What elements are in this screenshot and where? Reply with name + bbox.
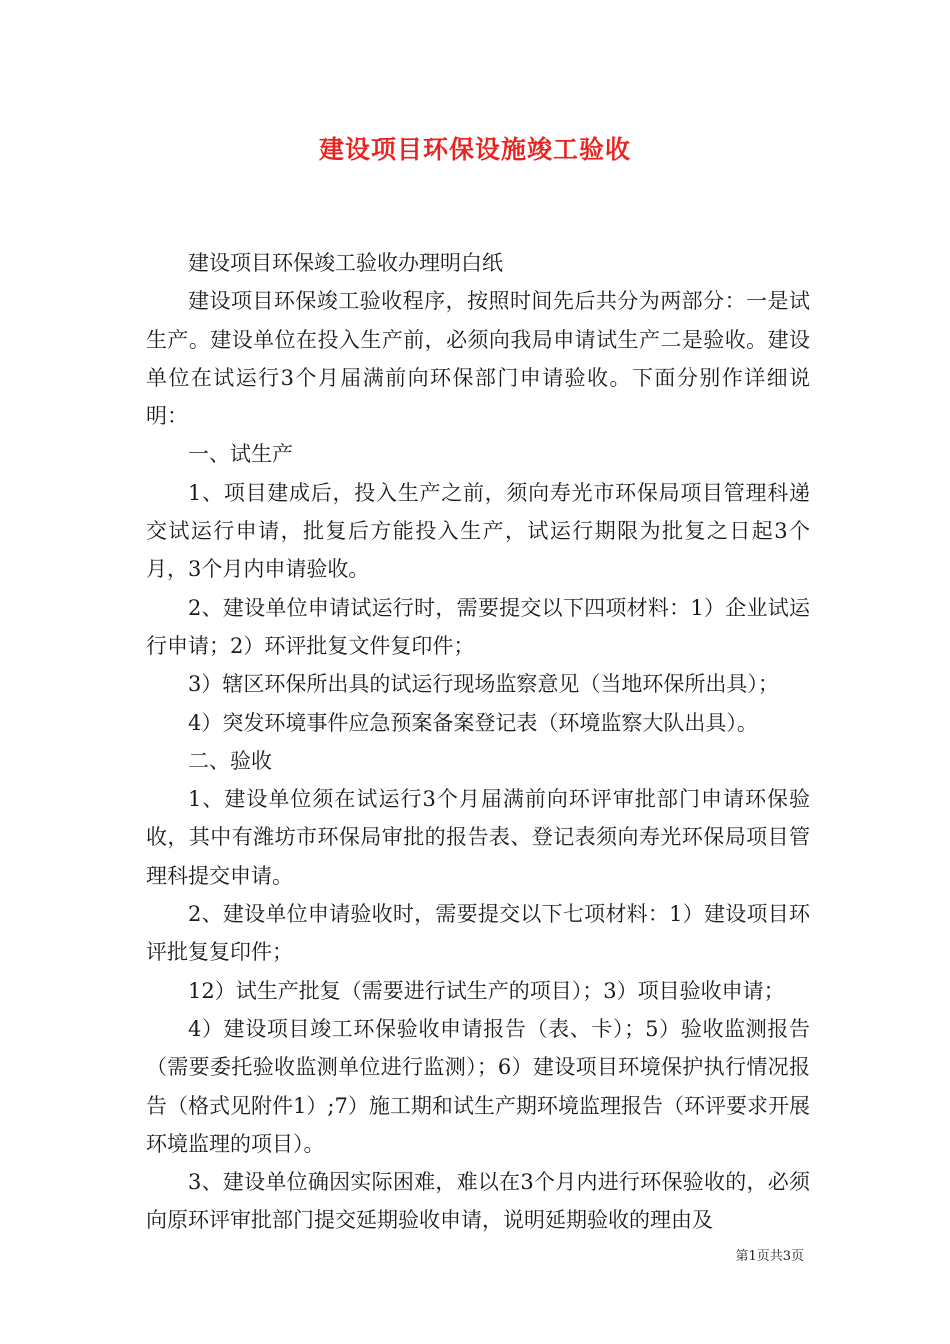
paragraph: 1、建设单位须在试运行3个月届满前向环评审批部门申请环保验收，其中有潍坊市环保局审批的报告表、登记表须向寿光环保局项目管理科提交申请。 (146, 787, 810, 888)
section-heading-acceptance: 二、验收 (188, 748, 272, 773)
paragraph: 4）突发环境事件应急预案备案登记表（环境监察大队出具）。 (188, 710, 758, 735)
paragraph: 1、项目建成后，投入生产之前，须向寿光市环保局项目管理科递交试运行申请，批复后方能投入生产，试运行期限为批复之日起3个月，3个月内申请验收。 (146, 480, 810, 582)
paragraph-subtitle: 建设项目环保竣工验收办理明白纸 (188, 251, 503, 275)
paragraph: 建设项目环保竣工验收程序，按照时间先后共分为两部分：一是试生产。建设单位在投入生产前，必须向我局申请试生产二是验收。建设单位在试运行3个月届满前向环保部门申请验收。下面分别作详细说明： (146, 289, 810, 429)
paragraph: 12）试生产批复（需要进行试生产的项目）；3）项目验收申请； (188, 978, 785, 1003)
section-heading-trial-production: 一、试生产 (188, 442, 293, 467)
paragraph: 3、建设单位确因实际困难，难以在3个月内进行环保验收的，必须向原环评审批部门提交延期验收申请，说明延期验收的理由及 (146, 1170, 810, 1233)
paragraph: 4）建设项目竣工环保验收申请报告（表、卡）；5）验收监测报告（需要委托验收监测单位进行监测）；6）建设项目环境保护执行情况报告（格式见附件1）;7）施工期和试生产期环境监理报告（环评要求开展环境监理的项目）。 (146, 1016, 810, 1156)
paragraph: 2、建设单位申请试运行时，需要提交以下四项材料：1）企业试运行申请；2）环评批复文件复印件； (146, 595, 810, 658)
page-number: 第1页共3页 (735, 1249, 804, 1264)
page-title: 建设项目环保设施竣工验收 (318, 135, 631, 164)
paragraph: 2、建设单位申请验收时，需要提交以下七项材料：1）建设项目环评批复复印件； (146, 902, 810, 965)
paragraph: 3）辖区环保所出具的试运行现场监察意见（当地环保所出具）； (188, 672, 779, 697)
document-body (146, 244, 810, 1240)
